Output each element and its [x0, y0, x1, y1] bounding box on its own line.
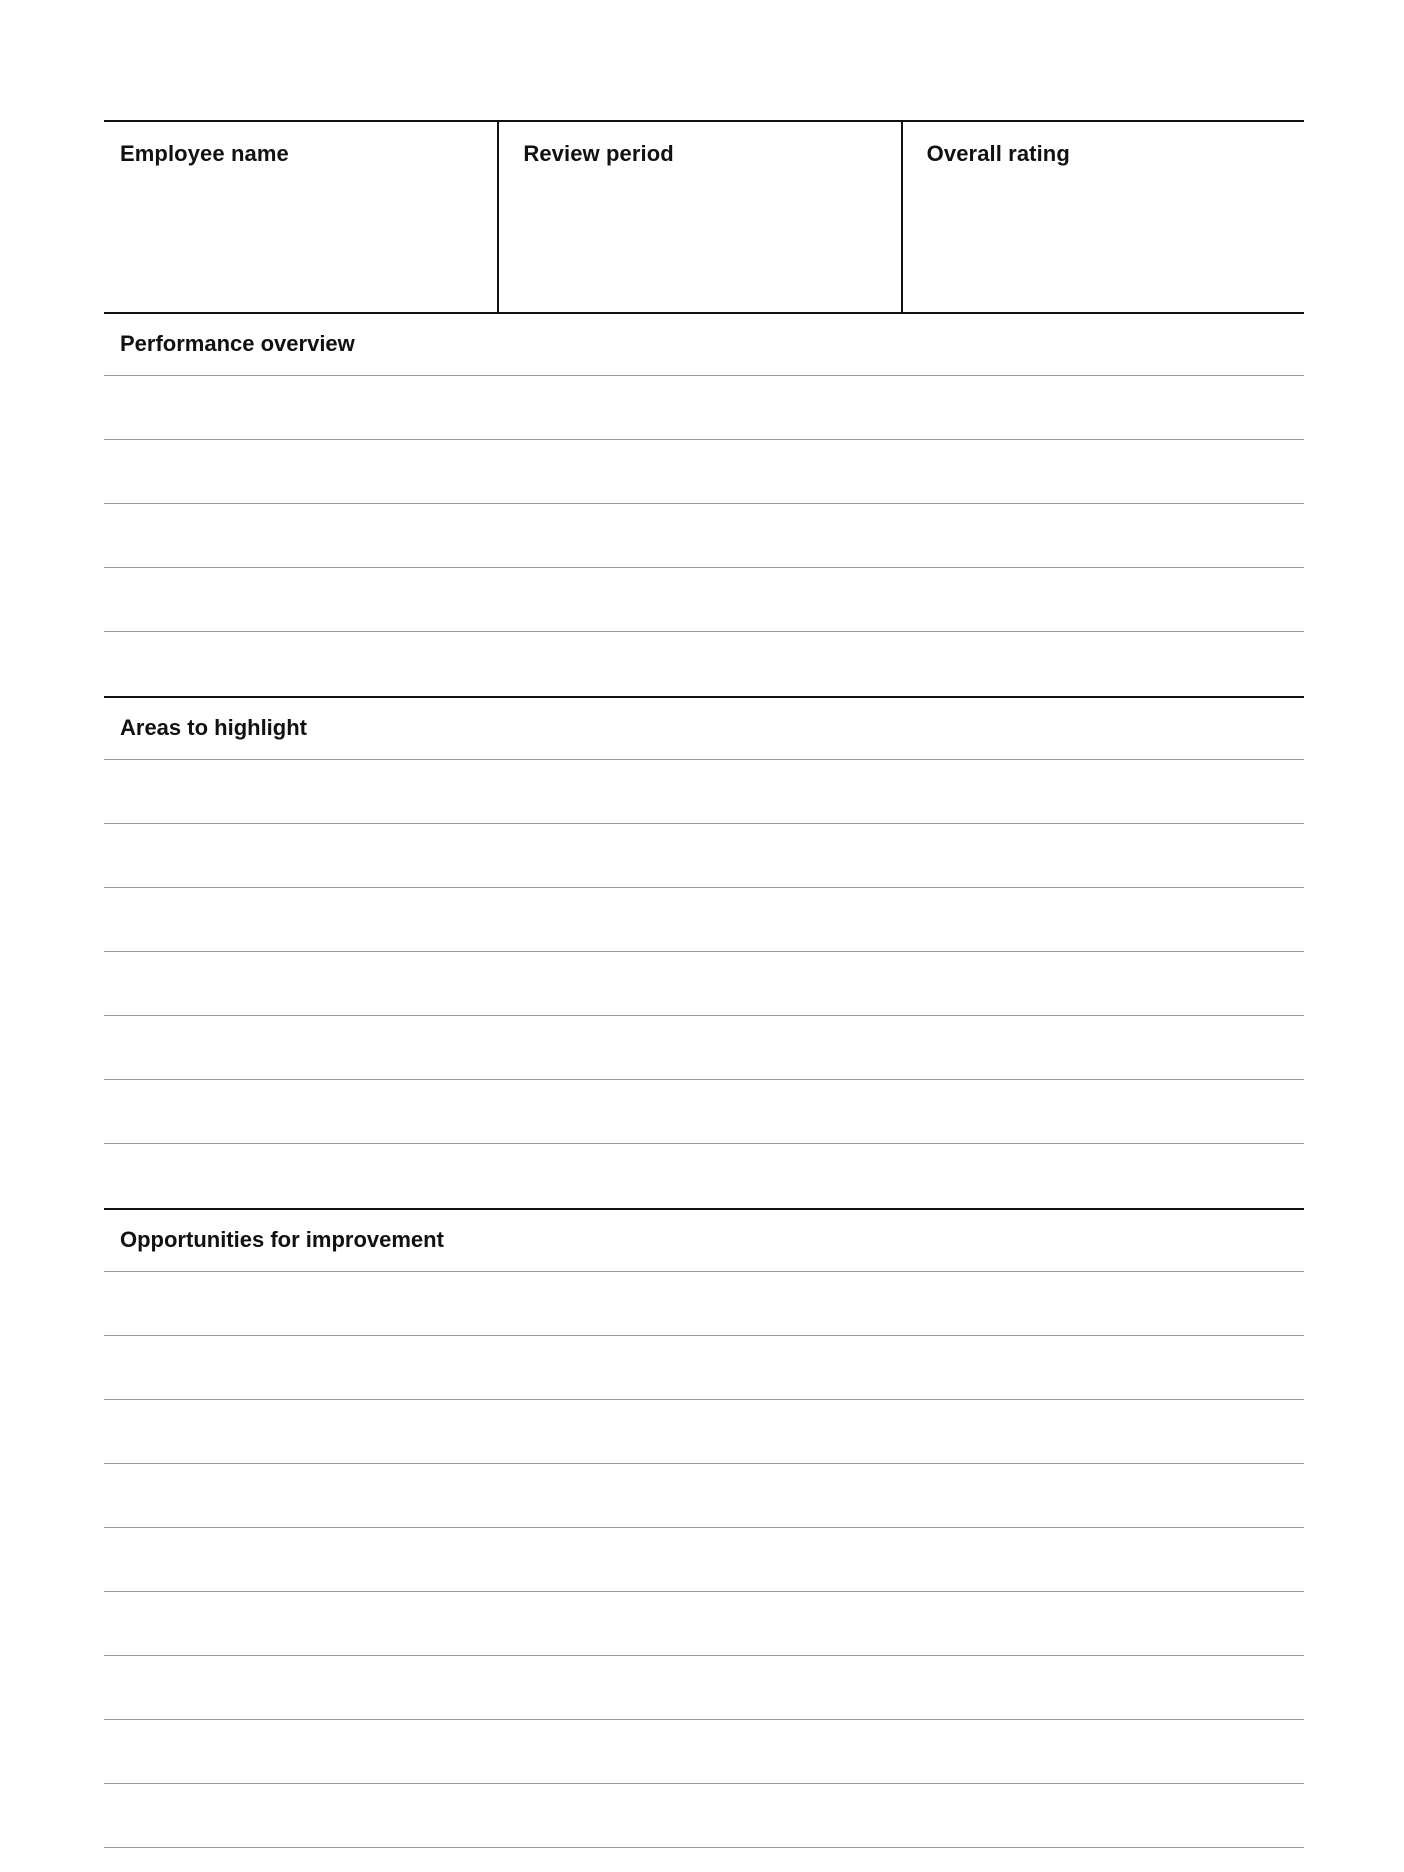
writing-line[interactable]: [104, 760, 1304, 824]
writing-line[interactable]: [104, 1400, 1304, 1464]
review-form: [104, 120, 1304, 1848]
header-row: [104, 120, 1304, 314]
writing-line[interactable]: [104, 1080, 1304, 1144]
writing-line[interactable]: [104, 824, 1304, 888]
writing-line[interactable]: [104, 1784, 1304, 1848]
writing-line[interactable]: [104, 1272, 1304, 1336]
overall-rating-field[interactable]: [901, 122, 1304, 312]
writing-line[interactable]: [104, 1720, 1304, 1784]
performance-overview-section: [104, 314, 1304, 696]
writing-line[interactable]: [104, 504, 1304, 568]
writing-line[interactable]: [104, 632, 1304, 696]
employee-name-label: Employee name: [120, 141, 289, 166]
opportunities-for-improvement-title: Opportunities for improvement: [104, 1210, 1304, 1272]
performance-overview-lines: [104, 376, 1304, 696]
overall-rating-label: Overall rating: [926, 141, 1070, 166]
review-period-label: Review period: [523, 141, 674, 166]
writing-line[interactable]: [104, 1592, 1304, 1656]
writing-line[interactable]: [104, 1336, 1304, 1400]
writing-line[interactable]: [104, 1528, 1304, 1592]
opportunities-for-improvement-lines: [104, 1272, 1304, 1848]
employee-name-field[interactable]: [104, 122, 497, 312]
areas-to-highlight-section: [104, 696, 1304, 1208]
performance-overview-title: Performance overview: [104, 314, 1304, 376]
writing-line[interactable]: [104, 1656, 1304, 1720]
writing-line[interactable]: [104, 1144, 1304, 1208]
writing-line[interactable]: [104, 888, 1304, 952]
review-period-field[interactable]: [497, 122, 900, 312]
writing-line[interactable]: [104, 1464, 1304, 1528]
opportunities-for-improvement-section: [104, 1208, 1304, 1848]
areas-to-highlight-title: Areas to highlight: [104, 698, 1304, 760]
areas-to-highlight-lines: [104, 760, 1304, 1208]
writing-line[interactable]: [104, 952, 1304, 1016]
writing-line[interactable]: [104, 376, 1304, 440]
writing-line[interactable]: [104, 568, 1304, 632]
writing-line[interactable]: [104, 1016, 1304, 1080]
writing-line[interactable]: [104, 440, 1304, 504]
